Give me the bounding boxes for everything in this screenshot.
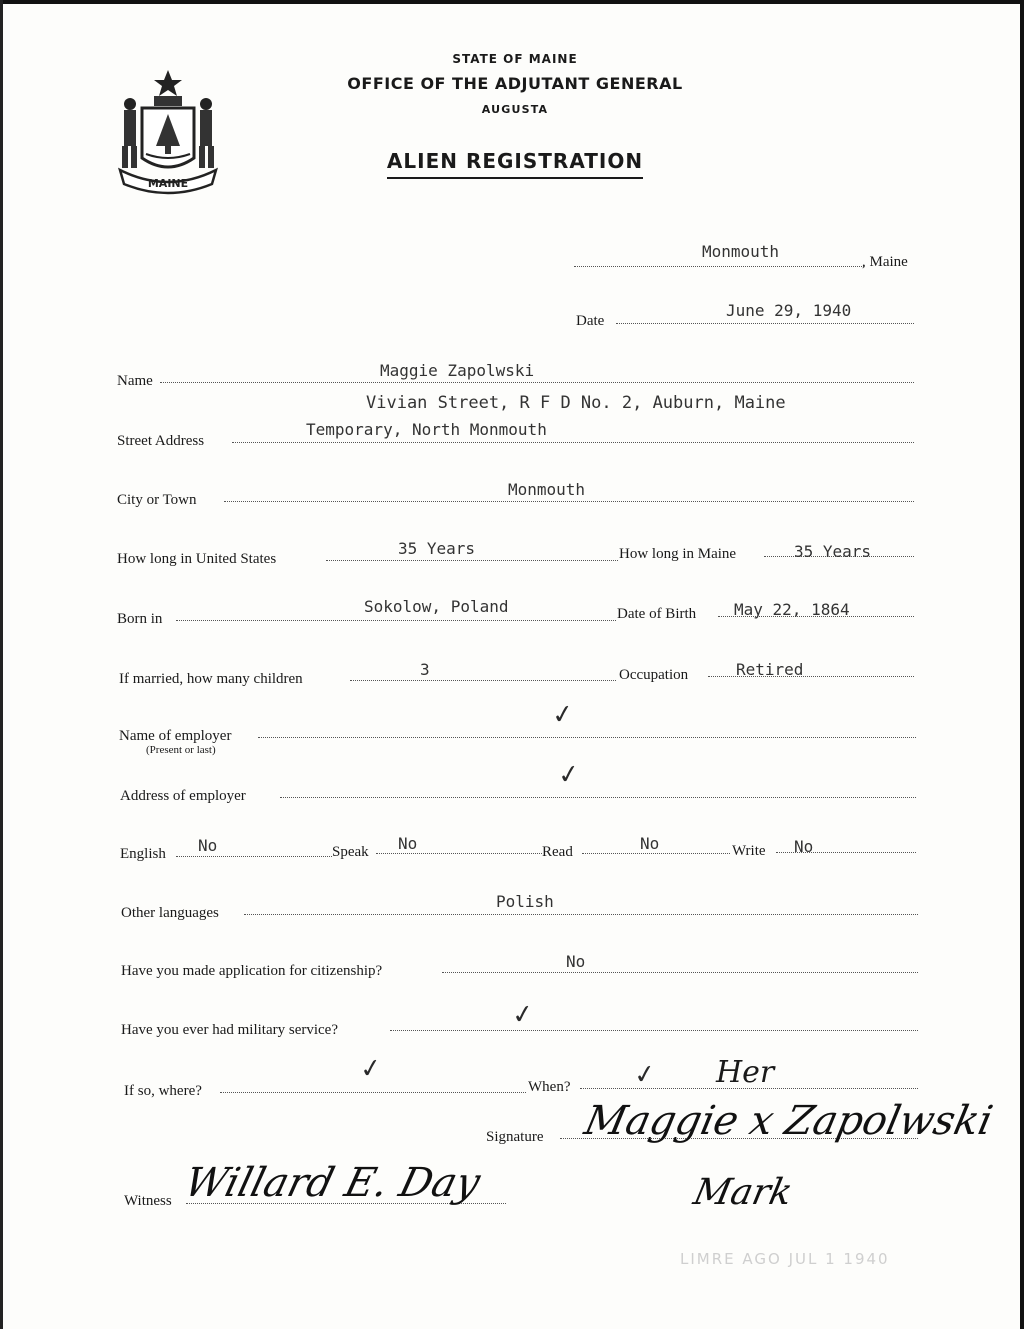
town-line xyxy=(574,266,864,267)
date-label: Date xyxy=(576,313,605,329)
name-label: Name xyxy=(117,373,153,389)
witness-handwriting-text: Willard E. Day xyxy=(180,1158,486,1206)
scan-edge-top xyxy=(0,0,1024,4)
where-checkmark-icon: ✓ xyxy=(358,1052,384,1086)
maine-state-seal-icon xyxy=(112,66,224,196)
street-address-value: Temporary, North Monmouth xyxy=(306,420,547,439)
employer-address-label: Address of employer xyxy=(120,788,246,804)
name-value: Maggie Zapolwski xyxy=(380,361,535,380)
occupation-label: Occupation xyxy=(619,667,689,683)
date-line xyxy=(616,323,914,324)
born-label: Born in xyxy=(117,611,163,627)
when-checkmark-icon: ✓ xyxy=(632,1058,658,1092)
speak-label: Speak xyxy=(332,844,369,860)
dob-value: May 22, 1864 xyxy=(734,600,850,619)
form-title xyxy=(300,149,730,173)
address-line1-value: Vivian Street, R F D No. 2, Auburn, Maine xyxy=(366,393,786,413)
when-handwriting xyxy=(712,1052,822,1092)
military-checkmark-icon: ✓ xyxy=(510,998,536,1032)
maine-value: 35 Years xyxy=(794,542,872,561)
town-suffix: , Maine xyxy=(862,254,908,270)
read-line xyxy=(582,853,730,854)
received-stamp: LIMRE AGO JUL 1 1940 xyxy=(680,1250,890,1268)
signature-handwriting-text: Maggie x Zapolwski xyxy=(580,1096,997,1144)
header-state: STATE OF MAINE xyxy=(452,52,578,66)
speak-value: No xyxy=(398,834,418,853)
other-languages-label: Other languages xyxy=(121,905,219,921)
signature-label: Signature xyxy=(486,1129,544,1145)
read-value: No xyxy=(640,834,660,853)
where-line xyxy=(220,1092,526,1093)
witness-handwriting xyxy=(180,1150,528,1214)
city-label: City or Town xyxy=(117,492,197,508)
employer-address-checkmark-icon: ✓ xyxy=(556,758,582,792)
signature-handwriting xyxy=(580,1090,997,1160)
date-value: June 29, 1940 xyxy=(726,301,852,320)
seal-text: MAINE xyxy=(147,177,189,190)
us-value: 35 Years xyxy=(398,539,476,558)
dob-label: Date of Birth xyxy=(617,606,697,622)
where-label: If so, where? xyxy=(124,1083,202,1099)
name-line xyxy=(160,382,914,383)
english-line xyxy=(176,856,332,857)
mark-handwriting-text: Mark xyxy=(690,1170,797,1213)
maine-label: How long in Maine xyxy=(619,546,737,562)
children-line xyxy=(350,680,616,681)
speak-line xyxy=(376,853,542,854)
english-label: English xyxy=(120,846,166,862)
employer-label: Name of employer xyxy=(119,728,232,744)
witness-label: Witness xyxy=(124,1193,172,1209)
employer-line xyxy=(258,737,916,738)
children-label: If married, how many children xyxy=(119,671,303,687)
mark-handwriting xyxy=(690,1166,840,1216)
employer-checkmark-icon: ✓ xyxy=(550,698,576,732)
english-value: No xyxy=(198,836,218,855)
street-address-line xyxy=(232,442,914,443)
form-title-text: ALIEN REGISTRATION xyxy=(387,149,643,179)
employer-sublabel: (Present or last) xyxy=(146,744,216,756)
city-line xyxy=(224,501,914,502)
write-label: Write xyxy=(732,843,766,859)
town-value: Monmouth xyxy=(702,242,780,261)
children-value: 3 xyxy=(420,660,430,679)
born-value: Sokolow, Poland xyxy=(364,597,509,616)
scan-edge-left xyxy=(0,0,3,1329)
occupation-value: Retired xyxy=(736,660,804,679)
header-city: AUGUSTA xyxy=(481,103,549,116)
when-label: When? xyxy=(528,1079,571,1095)
military-line xyxy=(390,1030,918,1031)
citizenship-label: Have you made application for citizenship? xyxy=(121,963,383,979)
citizenship-line xyxy=(442,972,918,973)
born-line xyxy=(176,620,616,621)
citizenship-value: No xyxy=(566,952,586,971)
street-address-label: Street Address xyxy=(117,433,205,449)
read-label: Read xyxy=(542,844,573,860)
military-label: Have you ever had military service? xyxy=(121,1022,338,1038)
when-handwriting-text: Her xyxy=(716,1055,775,1090)
us-line xyxy=(326,560,618,561)
other-languages-value: Polish xyxy=(496,892,554,911)
other-languages-line xyxy=(244,914,918,915)
write-value: No xyxy=(794,837,814,856)
us-label: How long in United States xyxy=(117,551,277,567)
header-office: OFFICE OF THE ADJUTANT GENERAL xyxy=(347,74,683,93)
scan-edge-right xyxy=(1020,0,1024,1329)
employer-address-line xyxy=(280,797,916,798)
city-value: Monmouth xyxy=(508,480,586,499)
